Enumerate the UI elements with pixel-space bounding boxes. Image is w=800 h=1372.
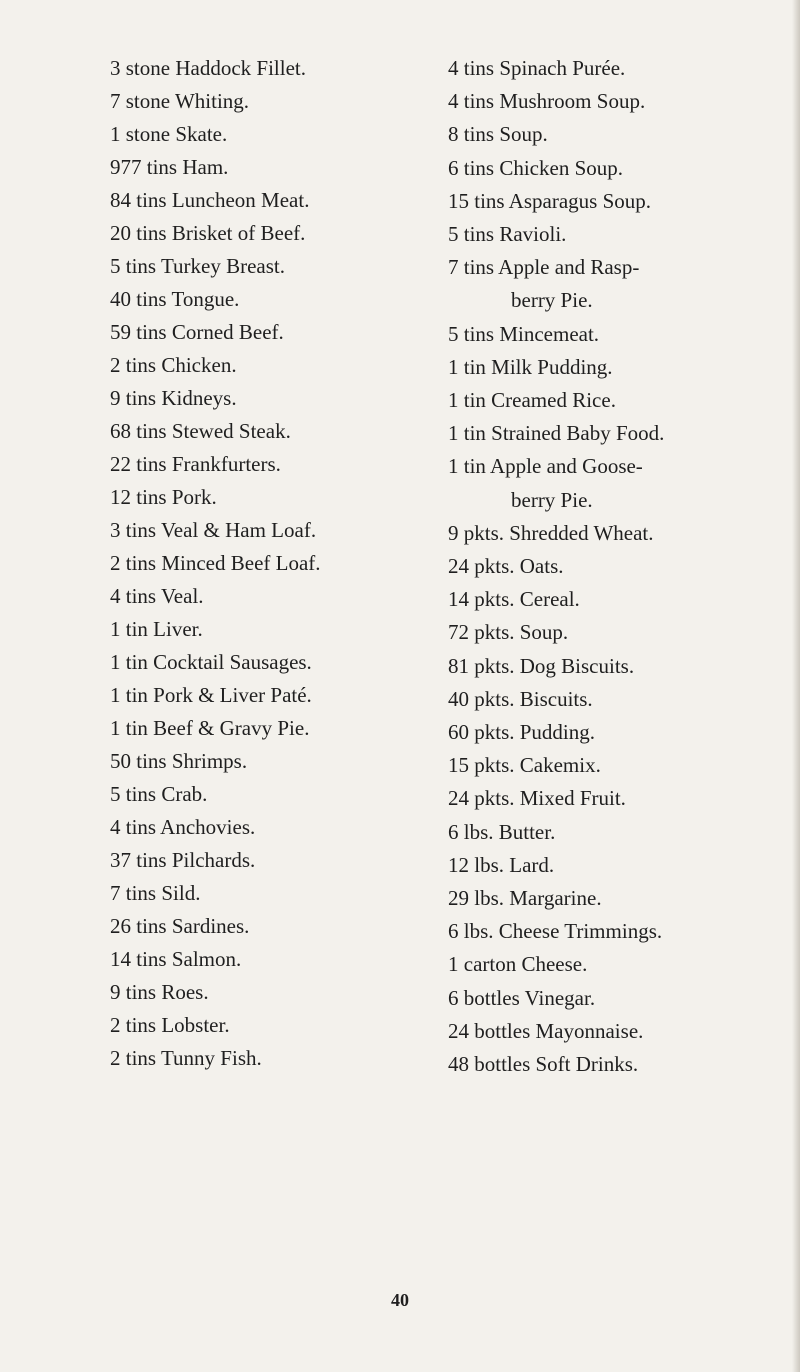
list-item xyxy=(448,650,793,683)
item-text: 26 tins Sardines. xyxy=(110,914,250,938)
item-text: 1 tin Pork & Liver Paté. xyxy=(110,683,312,707)
item-text: 72 pkts. Soup. xyxy=(448,620,569,645)
list-item xyxy=(448,716,793,749)
item-text: 40 tins Tongue. xyxy=(110,287,240,311)
item-text: 14 pkts. Cereal. xyxy=(448,587,580,612)
item-text: 9 pkts. Shredded Wheat. xyxy=(448,520,654,545)
item-text: 60 pkts. Pudding. xyxy=(448,720,596,745)
list-item xyxy=(110,250,430,283)
item-text: 12 lbs. Lard. xyxy=(448,852,555,877)
list-item xyxy=(448,1015,793,1048)
item-text: 15 pkts. Cakemix. xyxy=(448,753,601,778)
item-text: 2 tins Chicken. xyxy=(110,353,237,377)
item-text: 5 tins Turkey Breast. xyxy=(110,254,286,278)
item-text: 6 tins Chicken Soup. xyxy=(448,155,624,180)
item-text: 7 tins Sild. xyxy=(110,881,201,905)
item-text: 3 stone Haddock Fillet. xyxy=(110,56,306,80)
list-item xyxy=(448,583,793,616)
list-item xyxy=(448,450,793,516)
list-item xyxy=(110,52,430,85)
item-text: 1 tin Beef & Gravy Pie. xyxy=(110,716,310,740)
item-text: 6 lbs. Cheese Trimmings. xyxy=(448,919,663,944)
item-text: 8 tins Soup. xyxy=(448,122,548,147)
item-text: 12 tins Pork. xyxy=(110,485,217,509)
list-item xyxy=(110,1042,430,1075)
item-text: 24 bottles Mayonnaise. xyxy=(448,1018,644,1043)
list-item xyxy=(448,550,793,583)
item-text: 37 tins Pilchards. xyxy=(110,848,256,872)
page-edge-shadow xyxy=(792,0,800,1372)
list-item xyxy=(110,943,430,976)
list-item xyxy=(448,218,793,251)
item-text: 48 bottles Soft Drinks. xyxy=(448,1052,639,1077)
item-text: 40 pkts. Biscuits. xyxy=(448,686,593,711)
item-text: 24 pkts. Mixed Fruit. xyxy=(448,786,626,811)
item-text: 5 tins Ravioli. xyxy=(448,222,567,247)
list-item xyxy=(110,448,430,481)
item-text: 81 pkts. Dog Biscuits. xyxy=(448,653,635,678)
list-item xyxy=(448,417,793,450)
item-text: 5 tins Crab. xyxy=(110,782,208,806)
list-item xyxy=(110,646,430,679)
list-item xyxy=(110,382,430,415)
list-item xyxy=(448,915,793,948)
list-item xyxy=(110,910,430,943)
list-item xyxy=(110,481,430,514)
item-text: 4 tins Mushroom Soup. xyxy=(448,89,646,114)
item-text: 59 tins Corned Beef. xyxy=(110,320,284,344)
item-text: 1 tin Liver. xyxy=(110,617,203,641)
item-text: 29 lbs. Margarine. xyxy=(448,886,602,911)
item-text: 4 tins Anchovies. xyxy=(110,815,256,839)
list-item xyxy=(110,745,430,778)
item-text: 3 tins Veal & Ham Loaf. xyxy=(110,518,317,542)
list-item xyxy=(448,384,793,417)
list-item xyxy=(448,85,793,118)
item-continuation: berry Pie. xyxy=(511,487,593,512)
list-item xyxy=(110,349,430,382)
item-text: 1 tin Cocktail Sausages. xyxy=(110,650,312,674)
item-text: 22 tins Frankfurters. xyxy=(110,452,281,476)
item-text: 2 tins Minced Beef Loaf. xyxy=(110,551,321,575)
list-item xyxy=(110,679,430,712)
item-text: 50 tins Shrimps. xyxy=(110,749,248,773)
item-text: 977 tins Ham. xyxy=(110,155,229,179)
item-continuation: berry Pie. xyxy=(511,288,593,313)
list-item xyxy=(448,882,793,915)
list-item xyxy=(110,976,430,1009)
item-text: 4 tins Spinach Purée. xyxy=(448,56,626,80)
item-text: 9 tins Roes. xyxy=(110,980,209,1004)
item-text: 1 tin Milk Pudding. xyxy=(448,354,613,379)
list-item xyxy=(110,415,430,448)
item-text: 1 tin Strained Baby Food. xyxy=(448,421,665,446)
list-item xyxy=(110,613,430,646)
item-text: 6 bottles Vinegar. xyxy=(448,985,596,1010)
list-item xyxy=(110,118,430,151)
item-text: 5 tins Mincemeat. xyxy=(448,321,600,346)
item-text: 20 tins Brisket of Beef. xyxy=(110,221,306,245)
list-item xyxy=(110,877,430,910)
item-text: 24 pkts. Oats. xyxy=(448,554,564,579)
list-item xyxy=(448,318,793,351)
list-item xyxy=(448,782,793,815)
list-item xyxy=(448,152,793,185)
item-text: 68 tins Stewed Steak. xyxy=(110,419,291,443)
list-item xyxy=(110,1009,430,1042)
item-text: 9 tins Kidneys. xyxy=(110,386,237,410)
list-item xyxy=(110,316,430,349)
item-text: 2 tins Tunny Fish. xyxy=(110,1046,262,1070)
item-text: 2 tins Lobster. xyxy=(110,1013,230,1037)
list-item xyxy=(110,844,430,877)
list-item xyxy=(110,217,430,250)
item-text: 1 tin Creamed Rice. xyxy=(448,388,616,413)
list-item xyxy=(448,749,793,782)
list-item xyxy=(448,1048,793,1081)
item-text: 1 carton Cheese. xyxy=(448,952,588,977)
list-item xyxy=(448,185,793,218)
list-item xyxy=(110,85,430,118)
item-text: 7 stone Whiting. xyxy=(110,89,250,113)
list-item xyxy=(448,351,793,384)
list-item xyxy=(448,52,793,85)
list-item xyxy=(110,580,430,613)
item-text: 1 tin Apple and Goose- xyxy=(448,454,643,479)
item-text: 15 tins Asparagus Soup. xyxy=(448,188,652,213)
item-text: 6 lbs. Butter. xyxy=(448,819,556,844)
item-text: 84 tins Luncheon Meat. xyxy=(110,188,310,212)
list-item xyxy=(110,184,430,217)
list-item xyxy=(110,283,430,316)
list-item xyxy=(448,517,793,550)
list-item xyxy=(110,811,430,844)
item-text: 4 tins Veal. xyxy=(110,584,204,608)
item-text: 7 tins Apple and Rasp- xyxy=(448,255,640,280)
list-item xyxy=(448,616,793,649)
list-item xyxy=(448,118,793,151)
list-item xyxy=(448,849,793,882)
list-item xyxy=(110,547,430,580)
right-column-list xyxy=(448,52,793,1081)
list-item xyxy=(110,514,430,547)
list-item xyxy=(448,982,793,1015)
item-text: 1 stone Skate. xyxy=(110,122,228,146)
list-item xyxy=(110,712,430,745)
list-item xyxy=(448,683,793,716)
item-text: 14 tins Salmon. xyxy=(110,947,242,971)
left-column-list xyxy=(110,52,430,1075)
list-item xyxy=(110,151,430,184)
list-item xyxy=(110,778,430,811)
list-item xyxy=(448,816,793,849)
list-item xyxy=(448,251,793,317)
page-number: 40 xyxy=(391,1290,409,1310)
list-item xyxy=(448,948,793,981)
